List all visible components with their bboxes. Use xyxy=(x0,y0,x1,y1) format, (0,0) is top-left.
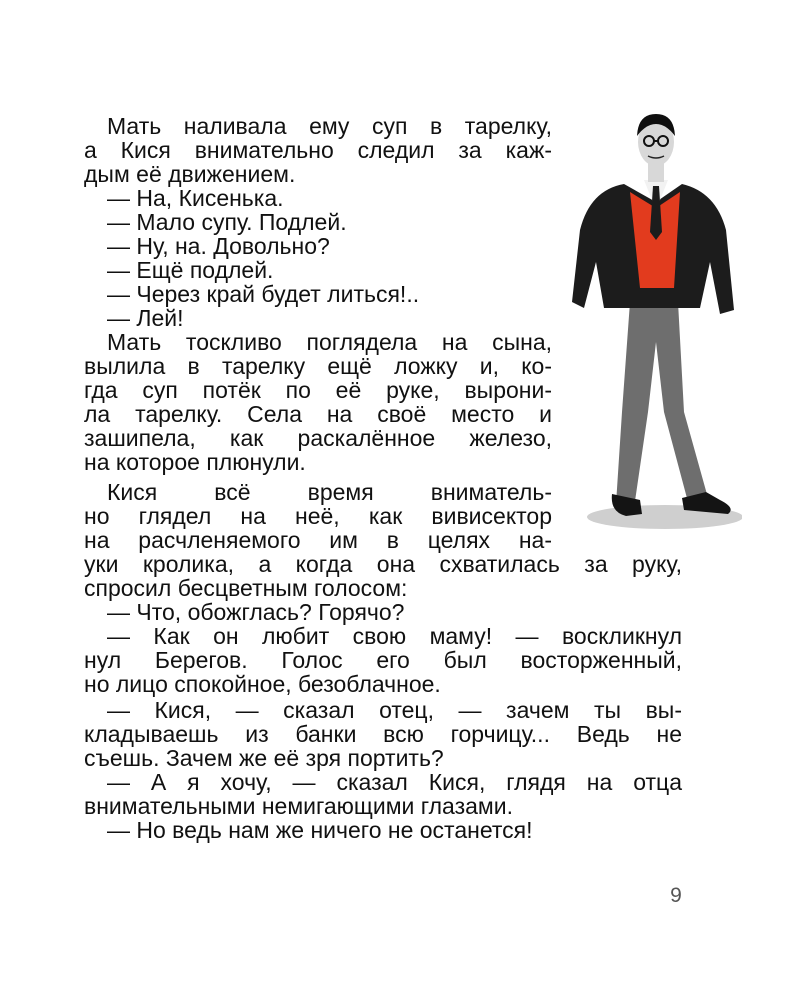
text-line: — Но ведь нам же ничего не останется! xyxy=(107,817,533,843)
text-line: — А я хочу, — сказал Кися, глядя на отца xyxy=(107,769,682,795)
text-line: — На, Кисенька. xyxy=(107,185,284,211)
text-line: Мать тоскливо поглядела на сына, xyxy=(107,329,552,355)
text-line: кладываешь из банки всю горчицу... Ведь не xyxy=(84,721,682,747)
text-line: съешь. Зачем же её зря портить? xyxy=(84,745,444,771)
text-line: спросил бесцветным голосом: xyxy=(84,575,408,601)
man-illustration xyxy=(560,112,742,534)
text-line: — Как он любит свою маму! — воскликнул xyxy=(107,623,682,649)
text-line: зашипела, как раскалённое железо, xyxy=(84,425,552,451)
text-line: внимательными немигающими глазами. xyxy=(84,793,513,819)
text-line: — Ещё подлей. xyxy=(107,257,274,283)
text-line: вылила в тарелку ещё ложку и, ко- xyxy=(84,353,552,379)
page-number: 9 xyxy=(670,884,682,907)
text-line: ла тарелку. Села на своё место и xyxy=(84,401,552,427)
trousers xyxy=(616,302,708,508)
text-line: но лицо спокойное, безоблачное. xyxy=(84,671,441,697)
text-line: дым её движением. xyxy=(84,161,296,187)
text-line: уки кролика, а когда она схватилась за руку, xyxy=(84,551,682,577)
text-line: — Мало супу. Подлей. xyxy=(107,209,347,235)
text-line: нул Берегов. Голос его был восторженный, xyxy=(84,647,682,673)
text-line: на расчленяемого им в целях на- xyxy=(84,527,552,553)
text-line: — Что, обожглась? Горячо? xyxy=(107,599,405,625)
text-line: — Через край будет литься!.. xyxy=(107,281,420,307)
text-line: — Лей! xyxy=(107,305,184,331)
text-line: на которое плюнули. xyxy=(84,449,306,475)
text-line: — Ну, на. Довольно? xyxy=(107,233,330,259)
text-line: но глядел на неё, как вивисектор xyxy=(84,503,552,529)
text-line: Кися всё время вниматель- xyxy=(107,479,552,505)
text-line: а Кися внимательно следил за каж- xyxy=(84,137,552,163)
text-line: Мать наливала ему суп в тарелку, xyxy=(107,113,552,139)
text-line: — Кися, — сказал отец, — зачем ты вы- xyxy=(107,697,682,723)
text-line: гда суп потёк по её руке, вырони- xyxy=(84,377,552,403)
